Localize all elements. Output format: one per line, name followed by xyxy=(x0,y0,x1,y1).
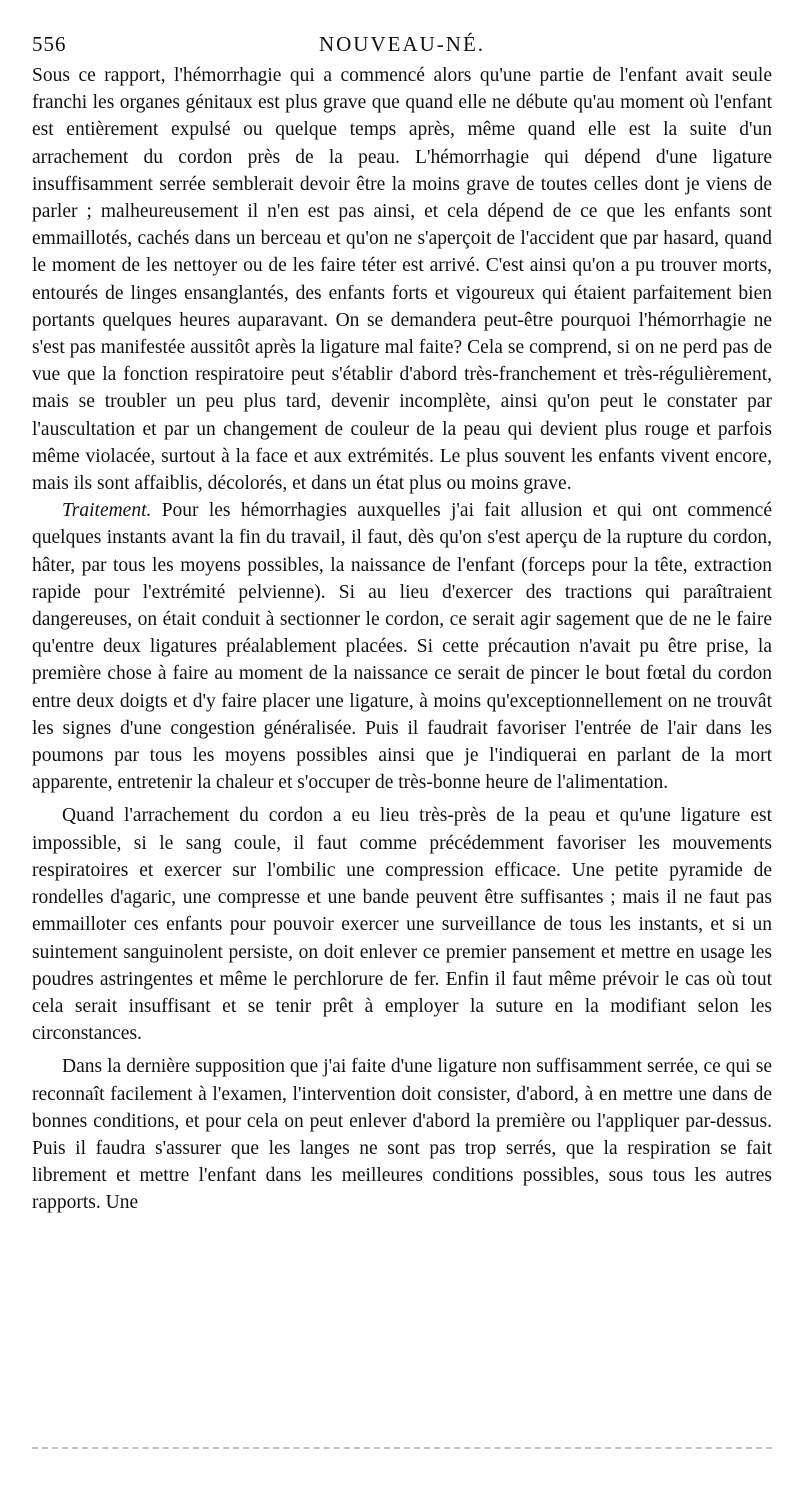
paragraph-treatment xyxy=(32,497,772,796)
page-number: 556 xyxy=(32,32,67,56)
paragraph-loose-ligature: Dans la dernière supposition que j'ai faite d'une ligature non suffisamment serrée, ce qui se reconnaît facilement à l'examen, l'intervention doit consister, d'abord, à en mettre une dans de bonnes conditions, et pour cela on peut enlever d'abord la première ou l'appliquer par-dessus. Puis il faudra s'assurer que les langes ne sont pas trop serrés, que la respiration se fait librement et mettre l'enfant dans les meilleures conditions possibles, sous tous les autres rapports. Une xyxy=(32,1056,772,1214)
body-text xyxy=(32,62,772,1217)
paragraph-hemorrhage-gravity: Sous ce rapport, l'hémorrhagie qui a commencé alors qu'une partie de l'enfant avait seule franchi les organes génitaux est plus grave que quand elle ne débute qu'au moment où l'enfant est entièrement expulsé ou quelque temps après, même quand elle est la suite d'un arrachement du cordon près de la peau. L'hémorrhagie qui dépend d'une ligature insuffisamment serrée semblerait devoir être la moins grave de toutes celles dont je viens de parler ; malheureusement il n'en est pas ainsi, et cela dépend de ce que les enfants sont emmaillotés, cachés dans un berceau et qu'on ne s'aperçoit de l'accident que par hasard, quand le moment de les nettoyer ou de les faire téter est arrivé. C'est ainsi qu'on a pu trouver morts, entourés de linges ensanglantés, des enfants forts et vigoureux qui étaient parfaitement bien portants quelques heures auparavant. On se demandera peut-être pourquoi l'hémorrhagie ne s'est pas manifestée aussitôt après la ligature mal faite? Cela se comprend, si on ne perd pas de vue que la fonction respiratoire peut s'établir d'abord très-franchement et très-régulièrement, mais se troubler un peu plus tard, devenir incomplète, ainsi qu'on peut le constater par l'auscultation et par un changement de couleur de la peau qui devient plus rouge et parfois même violacée, surtout à la face et aux extrémités. Le plus souvent les enfants vivent encore, mais ils sont affaiblis, décolorés, et dans un état plus ou moins grave. xyxy=(32,65,772,495)
book-page xyxy=(32,28,772,1217)
paragraph-treatment-text: Pour les hémorrhagies auxquelles j'ai fait allusion et qui ont commencé quelques instants avant la fin du travail, il faut, dès qu'on s'est aperçu de la rupture du cordon, hâter, par tous les moyens possibles, la naissance de l'enfant (forceps pour la tête, extraction rapide pour l'extrémité pelvienne). Si au lieu d'exercer des tractions qui paraîtraient dangereuses, on était conduit à sectionner le cordon, ce serait agir sagement que de ne le faire qu'entre deux ligatures préalablement placées. Si cette précaution n'avait pu être prise, la première chose à faire au moment de la naissance ce serait de pincer le bout fœtal du cordon entre deux doigts et d'y faire placer une ligature, à moins qu'exceptionnellement on ne trouvât les signes d'une congestion généralisée. Puis il faudrait favoriser l'entrée de l'air dans les poumons par tous les moyens possibles ainsi que je l'indiquerai en parlant de la mort apparente, entretenir la chaleur et s'occuper de très-bonne heure de l'alimentation. xyxy=(32,500,772,794)
running-title: NOUVEAU-NÉ. xyxy=(318,32,486,56)
paragraph-cord-tear: Quand l'arrachement du cordon a eu lieu très-près de la peau et qu'une ligature est impossible, si le sang coule, il faut comme précédemment favoriser les mouvements respiratoires et exercer sur l'ombilic une compression efficace. Une petite pyramide de rondelles d'agaric, une compresse et une bande peuvent être suffisantes ; mais il ne faut pas emmailloter ces enfants pour pouvoir exercer une surveillance de tous les instants, et si un suintement sanguinolent persiste, on doit enlever ce premier pansement et mettre en usage les poudres astringentes et même le perchlorure de fer. Enfin il faut même prévoir le cas où tout cela serait insuffisant et se tenir prêt à employer la suture en la modifiant selon les circonstances. xyxy=(32,805,772,1045)
section-heading-traitement: Traitement. xyxy=(62,500,152,522)
running-head xyxy=(32,28,772,62)
page-bottom-rule xyxy=(32,1447,772,1449)
